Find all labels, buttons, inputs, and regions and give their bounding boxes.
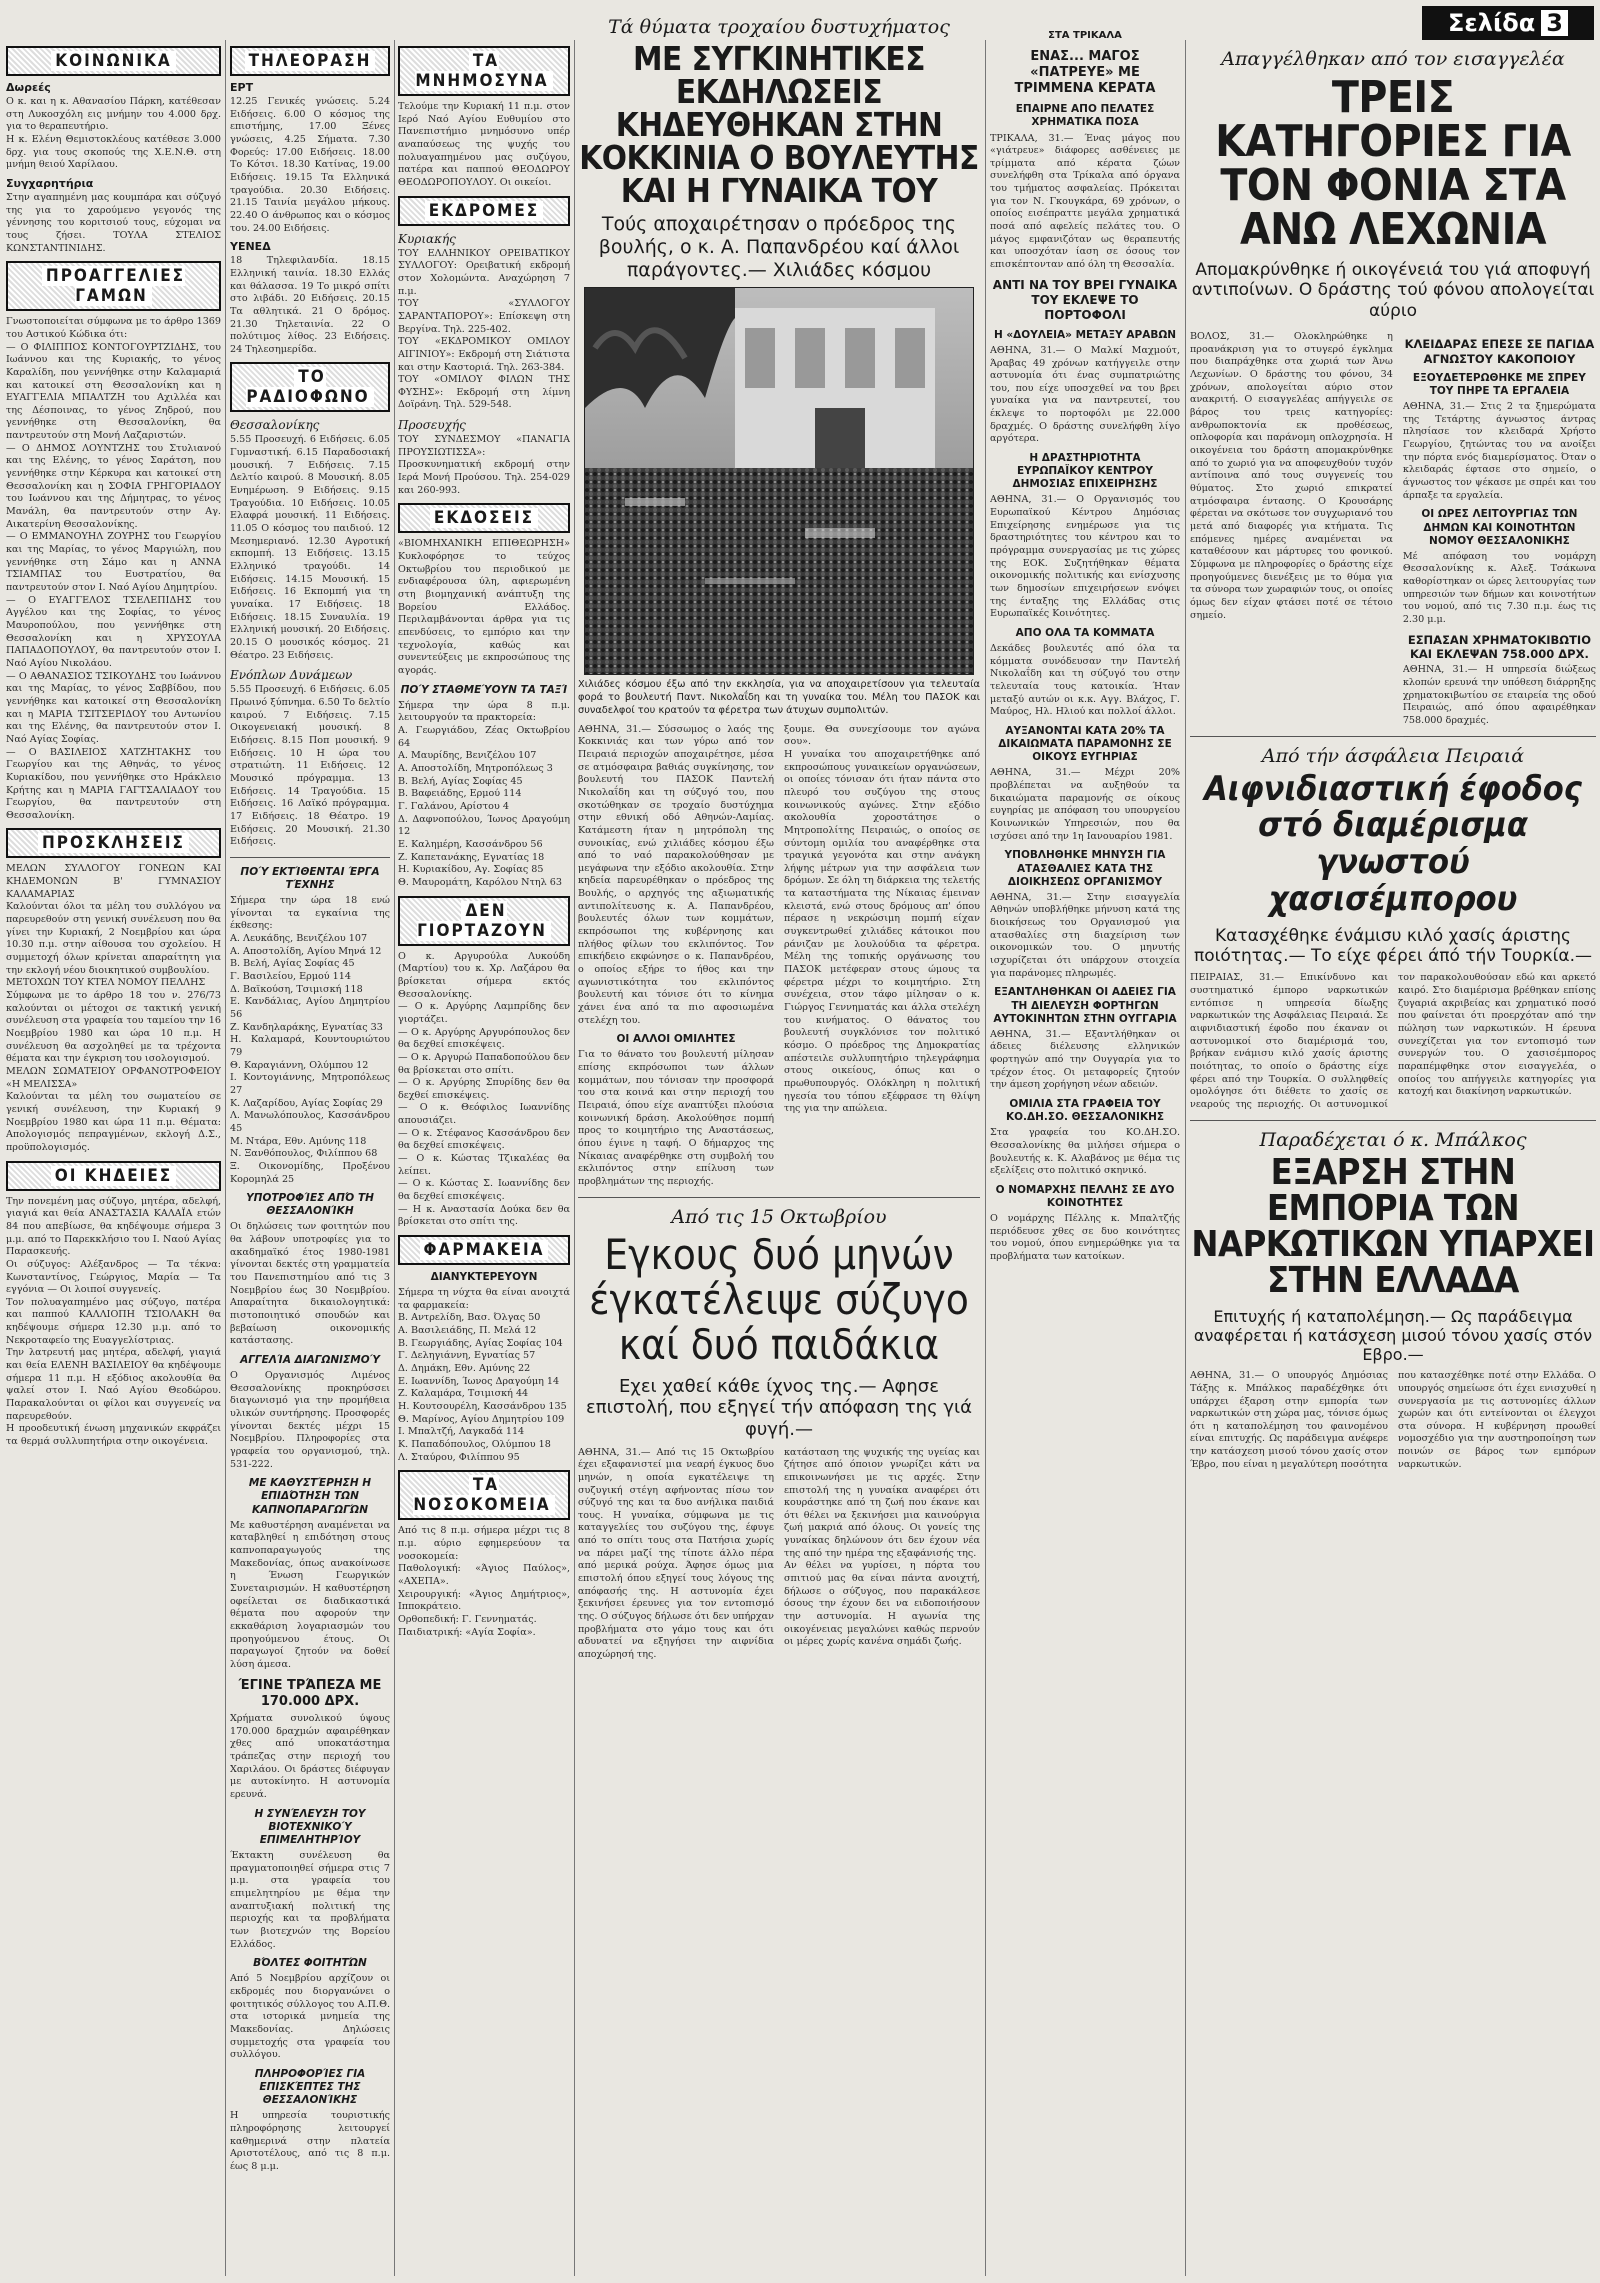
- subhead-donations: Δωρεές: [6, 81, 51, 94]
- article-murder: ΒΟΛΟΣ, 31.— Ολοκληρώθηκε η προανάκριση για το στυγερό έγκλημα που διαπράχθηκε στα χωριά των Άνω Λεχωνίων. Ο δράστης του φόνου, 34 χρόνων, απολογείται αύριο στον ανακριτή. Ο εισαγγελέας απήγγειλε σε βάρος του τρεις κατηγορίες: ανθρωποκτονία εκ προθέσεως, οπλοφορία και παράνομη οπλοχρησία. Η οικογένεια του δράστη απομακρύνθηκε από το χωριό για να αποφευχθούν τυχόν αντίποινα από τους συγγενείς του θύματος. Στο χωριό επικρατεί ατμόσφαιρα έντασης. Ο Κρουσάρης φέρεται να σκότωσε τον συγχωριανό του μετά από διαφορές για κτήματα. Τις επόμενες ημέρες αναμένεται να καταθέσουν και μάρτυρες του φονικού. Σύμφωνα με πληροφορίες ο δράστης είχε προηγούμενες διενέξεις με το θύμα για τα σύνορα των χωραφιών τους, οι οποίες όμως δεν είχαν φτάσει ποτέ σε τέτοιο σημείο.: [1190, 331, 1393, 621]
- headline-european-centre: Η ΔΡΑΣΤΗΡΙΟΤΗΤΑ ΕΥΡΩΠΑΪΚΟΥ ΚΕΝΤΡΟΥ ΔΗΜΟΣΙΑΣ ΕΠΙΧΕΙΡΗΣΗΣ: [1012, 452, 1158, 491]
- divider: [1190, 1120, 1596, 1121]
- section-header-social: ΚΟΙΝΩΝΙΚΑ: [6, 46, 221, 76]
- column-main-story: [578, 0, 980, 2283]
- section-header-not-celebrating: ΔΕΝ ΓΙΟΡΤΑΖΟΥΝ: [398, 896, 570, 946]
- schedule-ert: 12.25 Γενικές γνώσεις. 5.24 Ειδήσεις. 6.00 Ο κόσμος της επιστήμης, 17.00 Ξένες γνώσεις, 4.25 Σήματα. 7.30 Φορεύς: 17.00 Ειδήσεις. 18.00 Το Κότσι. 18.30 Κατίνας, 19.00 Ειδήσεις. 19.15 Τα Ελληνικά τραγούδια. 20.30 Ειδήσεις. 21.15 Ταινία μεγάλου μήκους. 22.40 Ο άνθρωπος και ο κόσμος του. 24.00 Ειδήσεις.: [230, 96, 390, 234]
- column-rule: [225, 40, 226, 2276]
- list-pharmacies: Σήμερα τη νύχτα θα είναι ανοιχτά τα φαρμακεία: Β. Αντρελίδη, Βασ. Όλγας 50 Α. Βασιλειάδης, Π. Μελά 12 Β. Γεωργιάδης, Αγίας Σοφίας 104 Γ. Δεληγιάννη, Εγνατίας 57 Δ. Δημάκη, Εθν. Αμύνης 22 Ε. Ιωαννίδη, Ίωνος Δραγούμη 14 Ζ. Καλαμάρα, Τσιμισκή 44 Η. Κουτσουρέλη, Κασσάνδρου 135 Θ. Μαρίνος, Αγίου Δημητρίου 109 Ι. Μπαλτζή, Λαγκαδά 114 Κ. Παπαδόπουλος, Ολύμπου 18 Λ. Σταύρου, Φιλίππου 95: [398, 1287, 570, 1463]
- article-invitations: ΜΕΛΩΝ ΣΥΛΛΟΓΟΥ ΓΟΝΕΩΝ ΚΑΙ ΚΗΔΕΜΟΝΩΝ Β' ΓΥΜΝΑΣΙΟΥ ΚΑΛΑΜΑΡΙΑΣ Καλούνται όλοι τα μέλη του συλλόγου να παρευρεθούν στη γενική συνέλευση που θα γίνει την Κυριακή, 2 Νοεμβρίου και ώρα 10.30 π.μ. στην αίθουσα του σχολείου. Η συμμετοχή όλων κρίνεται απαραίτητη για την εκλογή νέου διοικητικού συμβουλίου. ΜΕΤΟΧΩΝ ΤΟΥ ΚΤΕΛ ΝΟΜΟΥ ΠΕΛΛΗΣ Σύμφωνα με το άρθρο 18 του ν. 276/73 καλούνται οι μέτοχοι σε τακτική γενική συνέλευση στα γραφεία του ταμείου την 16 Νοεμβρίου 1980 και ώρα 10 π.μ. Η συνέλευση θα ασχοληθεί με τα τρέχοντα θέματα και την έγκριση του ισολογισμού. ΜΕΛΩΝ ΣΩΜΑΤΕΙΟΥ ΟΡΦΑΝΟΤΡΟΦΕΙΟΥ «Η ΜΕΛΙΣΣΑ» Καλούνται τα μέλη του σωματείου σε γενική συνέλευση, την Κυριακή 9 Νοεμβρίου 1980 και ώρα 11 π.μ. Θέματα: Απολογισμός πεπραγμένων, εκλογή Δ.Σ., προϋπολογισμός.: [6, 863, 221, 1153]
- article-european-centre: ΑΘΗΝΑ, 31.— Ο Οργανισμός του Ευρωπαϊκού Κέντρου Δημόσιας Επιχείρησης ενημέρωσε για τις δραστηριότητες του κέντρου και το πρόγραμμα συνεργασίας με τις χώρες της ΕΟΚ. Συζητήθηκαν θέματα οικονομικής πολιτικής και ενίσχυσης των δημοσίων επιχειρήσεων ενόψει της ένταξης της Ελλάδας στις Ευρωπαϊκές Κοινότητες.: [990, 494, 1180, 620]
- article-congrats: Στην αγαπημένη μας κουμπάρα και σύζυγό της για το χαρούμενο γεγονός της γέννησης του κοριτσιού τους, εύχομαι να τους ζήσει. ΤΟΥΛΑ ΣΤΕΛΙΟΣ ΚΩΝΣΤΑΝΤΙΝΙΔΗΣ.: [6, 191, 221, 254]
- subhead-wallet: Η «ΔΟΥΛΕΙΑ» ΜΕΤΑΞΥ ΑΡΑΒΩΝ: [993, 328, 1177, 341]
- subhead-overnight: ΔΙΑΝΥΚΤΕΡΕΥΟΥΝ: [430, 1271, 538, 1284]
- headline-trucks-hungary: ΕΞΑΝΤΛΗΘΗΚΑΝ ΟΙ ΑΔΕΙΕΣ ΓΙΑ ΤΗ ΔΙΕΛΕΥΣΗ ΦΟΡΤΗΓΩΝ ΑΥΤΟΚΙΝΗΤΩΝ ΣΤΗΝ ΟΥΓΓΑΡΙΑ: [993, 986, 1177, 1025]
- deck-funeral: Τούς αποχαιρέτησαν ο πρόεδρος της βουλής, ο κ. Α. Παπανδρέου καί άλλοι παράγοντες.— Χιλιάδες κόσμου: [598, 213, 960, 281]
- column-rule: [574, 40, 575, 2276]
- column-social: [6, 40, 221, 2280]
- subhead-ert: ΕΡΤ: [230, 81, 254, 94]
- section-header-tv: ΤΗΛΕΟΡΑΣΗ: [230, 46, 390, 76]
- section-header-memorials: ΤΑ ΜΝΗΜΟΣΥΝΑ: [398, 46, 570, 96]
- subhead-scholarships: ΥΠΟΤΡΟΦΊΕΣ ΑΠΌ ΤΗ ΘΕΣΣΑΛΟΝΊΚΗ: [246, 1192, 374, 1218]
- article-sunday-trips: ΤΟΥ ΕΛΛΗΝΙΚΟΥ ΟΡΕΙΒΑΤΙΚΟΥ ΣΥΛΛΟΓΟΥ: Ορειβατική εκδρομή στον Χολομώντα. Αναχώρηση 7 π.μ. ΤΟΥ «ΣΥΛΛΟΓΟΥ ΣΑΡΑΝΤΑΠΟΡΟΥ»: Επίσκεψη στη Βεργίνα. Τηλ. 225-402. ΤΟΥ «ΕΚΔΡΟΜΙΚΟΥ ΟΜΙΛΟΥ ΑΙΓΙΝΙΟΥ»: Εκδρομή στη Σιάτιστα και στην Καστοριά. Τηλ. 263-384. ΤΟΥ «ΟΜΙΛΟΥ ΦΙΛΩΝ ΤΗΣ ΦΥΣΗΣ»: Εκδρομή στη λίμνη Δοϊράνη. Τηλ. 529-548.: [398, 247, 570, 411]
- subhead-exhibitions: ΠΟΎ ΕΚΤΊΘΕΝΤΑΙ ΈΡΓΑ ΤΈΧΝΗΣ: [240, 865, 380, 891]
- article-wallet: ΑΘΗΝΑ, 31.— Ο Μαλκί Μαχμούτ, Άραβας 49 χρόνων κατήγγειλε στην αστυνομία ότι ένας συμπατριώτης του, που είχε υποσχεθεί να του βρει γυναίκα για να παντρευτεί, του έκλεψε το πορτοφόλι με 22.000 δραχμές. Ο δράστης συνελήφθη λίγο αργότερα.: [990, 344, 1180, 445]
- subhead-tender: ΑΓΓΕΛΊΑ ΔΙΑΓΩΝΙΣΜΟΎ: [240, 1353, 380, 1366]
- subhead-visitors: ΠΛΗΡΟΦΟΡΊΕΣ ΓΙΑ ΕΠΙΣΚΈΠΤΕΣ ΤΗΣ ΘΕΣΣΑΛΟΝΊΚΗΣ: [254, 2068, 366, 2107]
- article-hospitals: Από τις 8 π.μ. σήμερα μέχρι τις 8 π.μ. αύριο εφημερεύουν τα νοσοκομεία: Παθολογική: «Άγιος Παύλος», «ΑΧΕΠΑ». Χειρουργική: «Άγιος Δημήτριος», Ιπποκράτειο. Ορθοπεδική: Γ. Γεννηματάς. Παιδιατρική: «Αγία Σοφία».: [398, 1525, 570, 1638]
- article-funerals: Την πονεμένη μας σύζυγο, μητέρα, αδελφή, γιαγιά και θεία ΑΝΑΣΤΑΣΙΑ ΚΑΛΑΪΑ ετών 84 που απεβίωσε, θα κηδέψουμε σήμερα 3 μ.μ. από το Παρεκκλήσιο του Ι. Ναού Αγίας Παρασκευής. Οι σύζυγος: Αλέξανδρος — Τα τέκνα: Κωνσταντίνος, Γεώργιος, Μαρία — Τα εγγόνια — Οι λοιποί συγγενείς. Τον πολυαγαπημένο μας σύζυγο, πατέρα και παππού ΚΑΛΛΙΟΠΗ ΤΣΙΟΛΑΚΗ θα κηδέψουμε σήμερα 12.30 μ.μ. από το Νεκροταφείο της Ευαγγελίστριας. Την λατρευτή μας μητέρα, αδελφή, γιαγιά και θεία ΕΛΕΝΗ ΒΑΣΙΛΕΙΟΥ θα κηδέψουμε σήμερα 11 π.μ. Η εξόδιος ακολουθία θα ψαλεί στον Ι. Ναό Αγίου Θεοδώρου. Παρακαλούνται οι φίλοι και συγγενείς να παρευρεθούν. Η προοδευτική ένωση μηχανικών εκφράζει τα θερμά συλλυπητήρια στην οικογένεια.: [6, 1195, 221, 1448]
- subhead-yened: ΥΕΝΕΔ: [230, 240, 271, 254]
- section-header-funerals: ΟΙ ΚΗΔΕΙΕΣ: [6, 1161, 221, 1191]
- deck-missing-woman: Εχει χαθεί κάθε ίχνος της.— Αφησε επιστολή, που εξηγεί τήν απόφαση της γιά φυγή.—: [586, 1375, 972, 1440]
- article-magician: ΤΡΙΚΑΛΑ, 31.— Ένας μάγος που «γιάτρευε» διάφορες ασθένειες με τρίμματα από κέρατα ζώων συνελήφθη στα Τρίκαλα από όργανα του τμήματος ασφαλείας. Πρόκειται για τον Ν. Γκουγκάρα, 69 χρόνων, ο οποίος εισέπραττε μεγάλα χρηματικά ποσά από αφελείς πελάτες του. Ο μάγος εμφανιζόταν ως θεραπευτής και υποσχόταν ίαση σε όσους τον επισκέπτονταν από όλη τη Θεσσαλία.: [990, 132, 1180, 271]
- page-label: Σελίδα: [1448, 9, 1536, 37]
- kicker-missing-woman: Από τις 15 Οκτωβρίου: [671, 1205, 887, 1228]
- headline-magician: ΕΝΑΣ... ΜΑΓΟΣ «ΠΑΤΡΕΥΕ» ΜΕ ΤΡΙΜΜΕΝΑ ΚΕΡΑΤΑ: [1014, 48, 1156, 96]
- article-all-parties: Δεκάδες βουλευτές από όλα τα κόμματα συνόδευσαν την Παντελή Νικολαΐδη και τη σύζυγό του στην τελευταία τους κατοικία. Ήταν μεταξύ αυτών οι κ.κ. Αγγ. Βλάχος, Γ. Μαύρος, Ηλ. Ηλιού και πολλοί άλλοι.: [990, 643, 1180, 718]
- section-header-excursions: ΕΚΔΡΟΜΕΣ: [398, 196, 570, 226]
- section-header-pharmacies: ΦΑΡΜΑΚΕΙΑ: [398, 1235, 570, 1265]
- article-office-hours: Μέ απόφαση του νομάρχη Θεσσαλονίκης κ. Αλεξ. Τσάκωνα καθορίστηκαν οι ώρες λειτουργίας των υπηρεσιών των δήμων και κοινοτήτων του νομού, από τις 7.30 π.μ. έως τις 2.30 μ.μ.: [1402, 550, 1596, 626]
- subhead-magician: ΕΠΑΙΡΝΕ ΑΠΟ ΠΕΛΑΤΕΣ ΧΡΗΜΑΤΙΚΑ ΠΟΣΑ: [1015, 103, 1155, 129]
- article-memorials: Τελούμε την Κυριακή 11 π.μ. στον Ιερό Ναό Αγίου Ευθυμίου στο Πανεπιστήμιο μνημόσυνο υπέρ αναπαύσεως της ψυχής του πολυαγαπημένου μας συζύγου, πατέρα και παππού ΘΕΟΔΩΡΟΥ ΘΕΟΔΩΡΟΠΟΥΛΟΥ. Οι οικείοι.: [398, 101, 570, 188]
- subhead-assembly: Η ΣΥΝΈΛΕΥΣΗ ΤΟΥ ΒΙΟΤΕΧΝΙΚΟΎ ΕΠΙΜΕΛΗΤΗΡΊΟΥ: [254, 1807, 366, 1846]
- deck-hashish: Κατασχέθηκε ένάμισυ κιλό χασίς άριστης ποιότητας.— Το είχε φέρει άπό τήν Τουρκία.—: [1193, 925, 1593, 967]
- article-lawsuit: ΑΘΗΝΑ, 31.— Στην εισαγγελία Αθηνών υποβλήθηκε μήνυση κατά της διοικήσεως του Οργανισμού για ατασθαλίες στη διαχείριση των οικονομικών του. Ο μηνυτής ισχυρίζεται ότι υπάρχουν στοιχεία για παράνομες πληρωμές.: [990, 891, 1180, 979]
- subhead-sunday: Κυριακής: [398, 231, 456, 246]
- article-tender: Ο Οργανισμός Λιμένος Θεσσαλονίκης προκηρύσσει διαγωνισμό για την προμήθεια υλικών συντήρησης. Προσφορές γίνονται δεκτές μέχρι 15 Νοεμβρίου. Πληροφορίες στα γραφεία του οργανισμού, τηλ. 531-222.: [230, 1370, 390, 1470]
- article-locksmith: ΑΘΗΝΑ, 31.— Στις 2 τα ξημερώματα της Τετάρτης άγνωστος άντρας πλησίασε τον κλειδαρά Χρήστο Γεωργίου, ζητώντας του να ανοίξει την πόρτα ενός διαμερίσματος. Όταν ο κλειδαράς έφτασε στο σημείο, ο άγνωστος τον ψέκασε με σπρέι και του άρπαξε τα εργαλεία.: [1402, 401, 1596, 501]
- subhead-trips: ΒΌΛΤΕΣ ΦΟΙΤΗΤΏΝ: [253, 1957, 367, 1970]
- headline-pella-prefect: Ο ΝΟΜΑΡΧΗΣ ΠΕΛΛΗΣ ΣΕ ΔΥΟ ΚΟΙΝΟΤΗΤΕΣ: [995, 1183, 1175, 1210]
- article-missing-body-1: ΑΘΗΝΑ, 31.— Από τις 15 Οκτωβρίου έχει εξαφανιστεί μια νεαρή έγκυος δυο μηνών, η οποία εγκατέλειψε τη συζυγική στέγη αφήνοντας πίσω τον σύζυγό της και τα δυο ανήλικα παιδιά τους. Η γυναίκα, σύμφωνα με τις καταγγελίες του συζύγου της, έφυγε από το σπίτι τους στα Πατήσια χωρίς να πάρει μαζί της τίποτε άλλο πέρα από μερικά ρούχα. Άφησε όμως μια επιστολή όπου εξηγεί τους λόγους της απόφασής της. Η αστυνομία έχει ξεκινήσει έρευνες για τον εντοπισμό της. Ο σύζυγος δήλωσε ότι δεν υπήρχαν προβλήματα στο γάμο τους και ότι αδυνατεί να εξηγήσει την αιφνίδια αποχώρησή της.: [578, 1446, 774, 1661]
- page-number: 3: [1541, 10, 1568, 36]
- article-visitors: Η υπηρεσία τουριστικής πληροφόρησης λειτουργεί καθημερινά στην πλατεία Αριστοτέλους, από τις 8 π.μ. έως 8 μ.μ.: [230, 2110, 390, 2173]
- headline-funeral: ΜΕ ΣΥΓΚΙΝΗΤΙΚΕΣ ΕΚΔΗΛΩΣΕΙΣ ΚΗΔΕΥΘΗΚΑΝ ΣΤΗΝ ΚΟΚΚΙΝΙΑ Ο ΒΟΥΛΕΥΤΗΣ ΚΑΙ Η ΓΥΝΑΙΚΑ ΤΟΥ: [579, 39, 979, 210]
- headline-kodiso-speech: ΟΜΙΛΙΑ ΣΤΑ ΓΡΑΦΕΙΑ ΤΟΥ ΚΟ.ΔΗ.ΣΟ. ΘΕΣΣΑΛΟΝΙΚΗΣ: [1005, 1098, 1165, 1124]
- section-header-weddings: ΠΡΟΑΓΓΕΛΙΕΣ ΓΑΜΩΝ: [6, 261, 221, 311]
- article-scholarships: Οι δηλώσεις των φοιτητών που θα λάβουν υποτροφίες για το ακαδημαϊκό έτος 1980-1981 γίνονται δεκτές στη γραμματεία του Πανεπιστημίου από τις 3 Νοεμβρίου έως 30 Νοεμβρίου. Απαραίτητα δικαιολογητικά: πιστοποιητικό σπουδών και βεβαίωση οικονομικής κατάστασης.: [230, 1221, 390, 1347]
- article-tobacco: Με καθυστέρηση αναμένεται να καταβληθεί η επιδότηση στους καπνοπαραγωγούς της Μακεδονίας, όπως ανακοίνωσε η Ένωση Γεωργικών Συνεταιρισμών. Η καθυστέρηση οφείλεται σε διαδικαστικά θέματα που αφορούν την εκκαθάριση λογαριασμών του προηγούμενου έτους. Οι παραγωγοί ζητούν να δοθεί λύση άμεσα.: [230, 1519, 390, 1670]
- photo-funeral-crowd: [584, 287, 974, 675]
- headline-lawsuit: ΥΠΟΒΛΗΘΗΚΕ ΜΗΝΥΣΗ ΓΙΑ ΑΤΑΣΘΑΛΙΕΣ ΚΑΤΑ ΤΗΣ ΔΙΟΙΚΗΣΕΩΣ ΟΡΓΑΝΙΣΜΟΥ: [1004, 849, 1166, 888]
- article-publications: «ΒΙΟΜΗΧΑΝΙΚΗ ΕΠΙΘΕΩΡΗΣΗ» Κυκλοφόρησε το τεύχος Οκτωβρίου του περιοδικού με ενδιαφέρουσα ύλη, αφιερωμένη στη βιομηχανική ανάπτυξη της Βορείου Ελλάδος. Περιλαμβάνονται άρθρα για τις επενδύσεις, το εμπόριο και την τεχνολογία, καθώς και συνεντεύξεις με εκπροσώπους της αγοράς.: [398, 538, 570, 676]
- kicker-trikala: ΣΤΑ ΤΡΙΚΑΛΑ: [1048, 30, 1122, 41]
- column-rule: [394, 40, 395, 2276]
- subhead-pilgrimage: Προσευχής: [398, 418, 466, 433]
- article-weddings: Γνωστοποιείται σύμφωνα με το άρθρο 1369 του Αστικού Κώδικα ότι: — Ο ΦΙΛΙΠΠΟΣ ΚΟΝΤΟΓΟΥΡΤΖΙΔΗΣ, του Ιωάννου και της Κυριακής, το γένος Καραλίδη, που γεννήθηκε στην Καλαμαριά και κατοικεί στη Θεσσαλονίκη και η ΕΥΑΓΓΕΛΙΑ ΜΠΑΛΤΖΗ του Αχιλλέα και της Δέσποινας, το γένος Ζηδρού, που γεννήθηκε στη Θεσσαλονίκη, θα παντρευτούν στη Μονή Λαζαριστών. — Ο ΔΗΜΟΣ ΛΟΥΝΤΖΗΣ του Στυλιανού και της Ελένης, το γένος Σαράτση, που γεννήθηκε στην Κέρκυρα και κατοικεί στη Θεσσαλονίκη και η ΣΟΦΙΑ ΓΡΗΓΟΡΙΑΔΟΥ του Ιωάννου και της Δήμητρας, το γένος Μανάλη, θα παντρευτούν στην Αγ. Αικατερίνη Θεσσαλονίκης. — Ο ΕΜΜΑΝΟΥΗΛ ΖΟΥΡΗΣ του Γεωργίου και της Μαρίας, το γένος Μαργιώλη, που γεννήθηκε στη Σάμο και η ΑΝΝΑ ΤΣΙΑΜΠΑΣ του Ευστρατίου, θα παντρευτούν στον Ι. Ναό Αγίου Δημητρίου. — Ο ΕΥΑΓΓΕΛΟΣ ΤΣΕΛΕΠΙΔΗΣ του Αγγέλου και της Σοφίας, το γένος Μαυροπούλου, που γεννήθηκε στη Θεσσαλονίκη και η ΧΡΥΣΟΥΛΑ ΠΑΠΑΔΟΠΟΥΛΟΥ, θα παντρευτούν στον Ι. Ναό Αγίου Νικολάου. — Ο ΑΘΑΝΑΣΙΟΣ ΤΣΙΚΟΥΔΗΣ του Ιωάννου και της Μαρίας, το γένος Σαββίδου, που γεννήθηκε και κατοικεί στη Θεσσαλονίκη και η ΜΑΡΙΑ ΤΣΙΤΣΕΡΙΔΟΥ του Αντωνίου και της Ελένης, θα παντρευτούν στον Ι. Ναό Αγίας Σοφίας. — Ο ΒΑΣΙΛΕΙΟΣ ΧΑΤΖΗΤΑΚΗΣ του Γεωργίου και της Αθηνάς, το γένος Κυριακίδου, που γεννήθηκε στο Ηράκλειο Κρήτης και η ΜΑΡΙΑ ΓΑΓΤΣΑΛΙΑΔΟΥ του Γεωργίου, θα παντρευτούν στη Θεσσαλονίκη.: [6, 316, 221, 821]
- deck-murder: Απομακρύνθηκε ή οικογένειά του γιά αποφυγή αντιποίνων. Ο δράστης τού φόνου απολογείται αύριο: [1191, 260, 1595, 321]
- article-trips: Από 5 Νοεμβρίου αρχίζουν οι εκδρομές που διοργανώνει ο φοιτητικός σύλλογος του Α.Π.Θ. στα ιστορικά μνημεία της Μακεδονίας. Δηλώσεις συμμετοχής στα γραφεία του συλλόγου.: [230, 1973, 390, 2061]
- article-pilgrimage: ΤΟΥ ΣΥΝΔΕΣΜΟΥ «ΠΑΝΑΓΙΑ ΠΡΟΥΣΙΩΤΙΣΣΑ»: Προσκυνηματική εκδρομή στην Ιερά Μονή Προύσου. Τηλ. 254-029 και 260-993.: [398, 434, 570, 496]
- article-elderly-homes: ΑΘΗΝΑ, 31.— Μέχρι 20% προβλέπεται να αυξηθούν τα δικαιώματα παραμονής σε οίκους ευγηρίας με απόφαση του υπουργείου Κοινωνικών Υπηρεσιών, που θα ισχύσει από την 1η Ιανουαρίου 1981.: [990, 767, 1180, 842]
- headline-drugs: ΕΞΑΡΣΗ ΣΤΗΝ ΕΜΠΟΡΙΑ ΤΩΝ ΝΑΡΚΩΤΙΚΩΝ ΥΠΑΡΧΕΙ ΣΤΗΝ ΕΛΛΑΔΑ: [1191, 1151, 1595, 1301]
- subhead-thessaloniki: Θεσσαλονίκης: [230, 418, 320, 433]
- article-missing-body-2: κατάσταση της ψυχικής της υγείας και ζήτησε από όποιον γνωρίζει κάτι να επικοινωνήσει με τις αρχές. Στην επιστολή της η γυναίκα αναφέρει ότι κουράστηκε από τη ζωή που έκανε και ότι θέλει να ξεκινήσει μια καινούργια ζωή μακριά από όλους. Οι γονείς της γυναίκας δηλώνουν ότι δεν έχουν νέα της από την ημέρα της εξαφάνισής της. Αν θέλει να γυρίσει, η πόρτα του σπιτιού μας θα είναι πάντα ανοιχτή, δήλωσε ο σύζυγος, που παρακάλεσε όσους την έχουν δει να ειδοποιήσουν την αστυνομία. Η αγωνία της οικογένειας μεγαλώνει καθώς περνούν οι μέρες χωρίς κανένα σημάδι ζωής.: [784, 1446, 980, 1648]
- kicker-balkos: Παραδέχεται ό κ. Μπάλκος: [1259, 1128, 1527, 1151]
- kicker-funeral: Τά θύματα τροχαίου δυστυχήματος: [608, 16, 950, 38]
- schedule-thessaloniki: 5.55 Προσευχή. 6 Ειδήσεις. 6.05 Γυμναστική. 6.15 Παραδοσιακή μουσική. 7 Ειδήσεις. 7.15 Δελτίο καιρού. 8 Μουσική. 8.05 Ενημέρωση. 9 Ειδήσεις. 9.15 Τραγούδια. 10 Ειδήσεις. 10.05 Ελαφρά μουσική. 11 Ειδήσεις. 11.05 Ο κόσμος του παιδιού. 12 Μεσημεριανό. 12.30 Αγροτική εκπομπή. 13 Ειδήσεις. 13.15 Ελληνικό τραγούδι. 14 Ειδήσεις. 14.15 Μουσική. 15 Ειδήσεις. 16 Εκπομπή για τη γυναίκα. 17 Ειδήσεις. 18 Ειδήσεις. 18.15 Συναυλία. 19 Ελληνική μουσική. 20 Ειδήσεις. 20.15 Ο μουσικός κόσμος. 21 Θέατρο. 23 Ειδήσεις.: [230, 434, 390, 661]
- subhead-stations: ΠΟΎ ΣΤΑΘΜΕΎΟΥΝ ΤΑ ΤΑΞΊ: [400, 683, 568, 696]
- article-drugs: ΑΘΗΝΑ, 31.— Ο υπουργός Δημόσιας Τάξης κ. Μπάλκος παραδέχθηκε ότι υπάρχει έξαρση στην εμπορία των ναρκωτικών στη χώρα μας, τόνισε όμως ότι η καταπολέμηση του φαινομένου είναι επιτυχής. Ως παράδειγμα ανέφερε την κατάσχεση μισού τόνου χασίς στον Έβρο, που είναι η μεγαλύτερη ποσότητα που κατασχέθηκε ποτέ στην Ελλάδα. Ο υπουργός σημείωσε ότι έχει ενισχυθεί η συνεργασία με τις αστυνομίες άλλων χωρών και ότι εντείνονται οι έλεγχοι στα σύνορα. Η κυβέρνηση προωθεί νομοσχέδιο για την αυστηροποίηση των ποινών σε βάρος των εμπόρων ναρκωτικών.: [1190, 1370, 1596, 1470]
- section-header-hospitals: ΤΑ ΝΟΣΟΚΟΜΕΙΑ: [398, 1470, 570, 1520]
- article-funeral-body-2: Για το θάνατο του βουλευτή μίλησαν επίσης εκπρόσωποι των άλλων κομμάτων, που τόνισαν την προσφορά του στα κοινά και στην περιοχή του Πειραιά, όπου είχε αναπτύξει πλούσια κοινωνική δράση. Ακολούθησε πομπή προς το κοιμητήριο της Αναστάσεως, όπου έγινε η ταφή. Ο δήμαρχος της Νίκαιας αναφέρθηκε στη συμβολή του εκλιπόντος στην επίλυση των προβλημάτων της περιοχής.: [578, 1049, 774, 1188]
- article-bank: Χρήματα συνολικού ύψους 170.000 δραχμών αφαιρέθηκαν χθες από υποκατάστημα τράπεζας στην περιοχή του Χαριλάου. Οι δράστες διέφυγαν με αυτοκίνητο. Η αστυνομία ερευνά.: [230, 1713, 390, 1801]
- article-kodiso-speech: Στα γραφεία του ΚΟ.ΔΗ.ΣΟ. Θεσσαλονίκης θα μιλήσει σήμερα ο βουλευτής κ. Κ. Αλαβάνος με θέμα τις εξελίξεις στο πολιτικό σκηνικό.: [990, 1127, 1180, 1177]
- headline-safe: ΕΣΠΑΣΑΝ ΧΡΗΜΑΤΟΚΙΒΩΤΙΟ ΚΑΙ ΕΚΛΕΨΑΝ 758.000 ΔΡΧ.: [1407, 632, 1591, 662]
- divider: [230, 857, 390, 858]
- article-safe: ΑΘΗΝΑ, 31.— Η υπηρεσία διώξεως κλοπών ερευνά την υπόθεση διάρρηξης χρηματοκιβωτίου σε εταιρεία της οδού Πειραιώς, από όπου αφαιρέθηκαν 758.000 δραχμές.: [1402, 664, 1596, 727]
- list-stations: Σήμερα την ώρα 8 π.μ. λειτουργούν τα πρακτορεία: Α. Γεωργιάδου, Ζέας Οκτωβρίου 64 Α. Μαυρίδης, Βενιζέλου 107 Α. Αποστολίδη, Μητροπόλεως 3 Β. Βελή, Αγίας Σοφίας 45 Β. Βαφειάδης, Ερμού 114 Γ. Γαλάνου, Αρίστου 4 Δ. Δαφνοπούλου, Ίωνος Δραγούμη 12 Ε. Καλημέρη, Κασσάνδρου 56 Ζ. Καπετανάκης, Εγνατίας 18 Η. Κυριακίδου, Αγ. Σοφίας 85 Θ. Μαυρομάτη, Καρόλου Ντηλ 63: [398, 699, 570, 888]
- section-header-invitations: ΠΡΟΣΚΛΗΣΕΙΣ: [6, 828, 221, 858]
- column-broadcast: [230, 40, 390, 2280]
- headline-locksmith: ΚΛΕΙΔΑΡΑΣ ΕΠΕΣΕ ΣΕ ΠΑΓΙΔΑ ΑΓΝΩΣΤΟΥ ΚΑΚΟΠΟΙΟΥ: [1404, 337, 1595, 366]
- column-rule: [985, 40, 986, 2276]
- kicker-piraeus: Από τήν άσφάλεια Πειραιά: [1261, 744, 1525, 767]
- headline-wallet: ΑΝΤΙ ΝΑ ΤΟΥ ΒΡΕΙ ΓΥΝΑΙΚΑ ΤΟΥ ΕΚΛΕΨΕ ΤΟ ΠΟΡΤΟΦΟΛΙ: [992, 277, 1178, 322]
- caption-funeral-photo: Χιλιάδες κόσμου έξω από την εκκλησία, για να αποχαιρετίσουν για τελευταία φορά το βουλευτή Παντ. Νικολαΐδη και τη γυναίκα του. Μέλη του ΠΑΣΟΚ και συναδελφοί του κρατούν τα φέρετρα των άτυχων συμπολιτών.: [578, 679, 980, 716]
- subhead-bank: ΈΓΙΝΕ ΤΡΆΠΕΖΑ ΜΕ 170.000 ΔΡΧ.: [238, 1677, 382, 1709]
- schedule-armed-forces: 5.55 Προσευχή. 6 Ειδήσεις. 6.05 Πρωινό ξύπνημα. 6.50 Το δελτίο καιρού. 7 Ειδήσεις. 7.15 Οικογενειακή μουσική. 8 Ειδήσεις. 8.15 Ποπ μουσική. 9 Ειδήσεις. 10 Η ώρα του στρατιώτη. 11 Ειδήσεις. 12 Μουσικό πρόγραμμα. 13 Ειδήσεις. 14 Τραγούδια. 15 Ειδήσεις. 16 Λαϊκό πρόγραμμα. 17 Ειδήσεις. 18 Θέατρο. 19 Ειδήσεις. 20 Μουσική. 21.30 Ειδήσεις.: [230, 684, 390, 848]
- article-hashish: ΠΕΙΡΑΙΑΣ, 31.— Επικίνδυνο και συστηματικό έμπορο ναρκωτικών εντόπισε η υπηρεσία δίωξης ναρκωτικών της Ασφάλειας Πειραιά. Σε αιφνιδιαστική έφοδο που έκαναν οι αστυνομικοί στο διαμέρισμά του, βρήκαν ενάμισυ κιλό χασίς άριστης ποιότητας, το οποίο ο δράστης είχε φέρει από την Τουρκία. Ο συλληφθείς ομολόγησε ότι διέθετε το χασίς σε νεαρούς της περιοχής. Οι αστυνομικοί τον παρακολουθούσαν εδώ και αρκετό καιρό. Στο διαμέρισμα βρέθηκαν επίσης ζυγαριά ακριβείας και χρηματικό ποσό που φαίνεται ότι προερχόταν από την πώληση των ναρκωτικών. Η έρευνα συνεχίζεται για τον εντοπισμό των συνεργών του. Ο χασισέμπορος παραπέμφθηκε στον εισαγγελέα, ο οποίος του απήγγειλε κατηγορίες για κατοχή και διακίνηση ναρκωτικών.: [1190, 972, 1596, 1110]
- schedule-yened: 18 Τηλεφιλανδία. 18.15 Ελληνική ταινία. 18.30 Ελλάς και θάλασσα. 19 Το μικρό σπίτι στο λιβάδι. 20 Ειδήσεις. 20.15 Τα αθλητικά. 21 Ο δρόμος. 21.30 Τηλεταινία. 22 Ο πολύτιμος λίθος. 23 Ειδήσεις. 24 Τηλεσημερίδα.: [230, 255, 390, 355]
- article-funeral-body-3: ξουμε. Θα συνεχίσουμε τον αγώνα σου». Η γυναίκα του αποχαιρετήθηκε από εκπροσώπους γυναικείων οργανώσεων, οι οποίες τόνισαν ότι ήταν πάντα στο πλευρό του συζύγου της στους κοινωνικούς αγώνες. Στην εξόδιο ακολουθία χοροστάτησε ο Μητροπολίτης Πειραιώς, ο οποίος σε σύντομη ομιλία του αναφέρθηκε στα τραγικά γεγονότα και στην ανάγκη λήψης μέτρων για την ασφάλεια των δρόμων. Σε όλη τη διάρκεια της τελετής τα καταστήματα της Νίκαιας έμειναν κλειστά, ενώ στους δρόμους απ' όπου πέρασε η νεκρώσιμη πομπή είχαν συγκεντρωθεί χιλιάδες κάτοικοι που ράνιζαν με λουλούδια τα φέρετρα. Μέλη της τοπικής οργάνωσης του ΠΑΣΟΚ μετέφεραν στους ώμους τα φέρετρα μέχρι το κοιμητήριο. Στη συνέχεια, στον τάφο μίλησαν ο κ. Γιώργος Γεννηματάς και άλλα στελέχη του κινήματος. Ο θάνατος του βουλευτή συγκλόνισε τον πολιτικό κόσμο. Ο πρόεδρος της Δημοκρατίας απέστειλε συλλυπητήριο τηλεγράφημα στους οικείους, όπως και ο πρωθυπουργός. Ολόκληρη η πολιτική ηγεσία του τόπου εξέφρασε τη θλίψη της για την απώλεια.: [784, 723, 980, 1115]
- article-pella-prefect: Ο νομάρχης Πέλλης κ. Μπαλτζής περιόδευσε χθες σε δυο κοινότητες του νομού, όπου ενημερώθηκε για τα προβλήματα των κατοίκων.: [990, 1213, 1180, 1263]
- headline-elderly-homes: ΑΥΞΑΝΟΝΤΑΙ ΚΑΤΑ 20% ΤΑ ΔΙΚΑΙΩΜΑΤΑ ΠΑΡΑΜΟΝΗΣ ΣΕ ΟΙΚΟΥΣ ΕΥΓΗΡΙΑΣ: [998, 725, 1172, 764]
- headline-missing-woman: Εγκους δυό μηνών έγκατέλειψε σύζυγο καί δυό παιδάκια: [589, 1229, 969, 1370]
- headline-office-hours: ΟΙ ΩΡΕΣ ΛΕΙΤΟΥΡΓΙΑΣ ΤΩΝ ΔΗΜΩΝ ΚΑΙ ΚΟΙΝΟΤΗΤΩΝ ΝΟΜΟΥ ΘΕΣΣΑΛΟΝΙΚΗΣ: [1421, 508, 1578, 547]
- article-not-celebrating: Ο κ. Αργυρούλα Λυκούδη (Μαρτίου) του κ. Χρ. Λαζάρου θα βρίσκεται σήμερα εκτός Θεσσαλονίκης. — Ο κ. Αργύρης Λαμπρίδης δεν γιορτάζει. — Ο κ. Αργύρης Αργυρόπουλος δεν θα δεχθεί επισκέψεις. — Ο κ. Αργυρώ Παπαδοπούλου δεν θα βρίσκεται στο σπίτι. — Ο κ. Αργύρης Σπυρίδης δεν θα δεχθεί επισκέψεις. — Ο κ. Θεόφιλος Ιωαννίδης απουσιάζει. — Ο κ. Στέφανος Κασσάνδρου δεν θα δεχθεί επισκέψεις. — Ο κ. Κώστας Τζικαλέας θα λείπει. — Ο κ. Κώστας Σ. Ιωαννίδης δεν θα δεχθεί επισκέψεις. — Η κ. Αναστασία Δούκα δεν θα βρίσκεται στο σπίτι της.: [398, 950, 570, 1228]
- column-crime: [1190, 0, 1596, 2283]
- article-funeral-body-1: ΑΘΗΝΑ, 31.— Σύσσωμος ο λαός της Κοκκινιάς και των γύρω από τον Πειραιά περιοχών αποχαιρέτησε, μέσα σε ατμόσφαιρα βαθιάς συγκίνησης, τον βουλευτή του ΠΑΣΟΚ Παντελή Νικολαΐδη και τη σύζυγό του, που σκοτώθηκαν σε τροχαίο δυστύχημα στην εθνική οδό Αθηνών-Λαμίας. Κατάμεστη ήταν η μητρόπολη της συνοικίας, ενώ χιλιάδες κόσμου έξω από το ναό παρακολούθησαν με μεγάφωνα την εξόδιο ακολουθία. Στην κηδεία παρευρέθηκαν ο πρόεδρος της Βουλής, ο αρχηγός της αξιωματικής αντιπολίτευσης κ. Α. Παπανδρέου, βουλευτές όλων των κομμάτων, εκπρόσωποι της κυβέρνησης και πλήθος φίλων του εκλιπόντος. Τον επικήδειο εκφώνησε ο κ. Παπανδρέου, ο οποίος εξήρε το ήθος και την αγωνιστικότητα του εκλιπόντος βουλευτή και τόνισε ότι το κίνημα χάνει ένα από τα πιο αφοσιωμένα στελέχη του.: [578, 723, 774, 1026]
- divider: [578, 1197, 980, 1198]
- subhead-congrats: Συγχαρητήρια: [6, 176, 94, 190]
- list-exhibitions: Σήμερα την ώρα 18 ενώ γίνονται τα εγκαίνια της έκθεσης: Α. Λευκάδης, Βενιζέλου 107 Α. Αποστολίδη, Αγίου Μηνά 12 Β. Βελή, Αγίας Σοφίας 45 Γ. Βασιλείου, Ερμού 114 Δ. Βαϊκούση, Τσιμισκή 118 Ε. Κανδάλιας, Αγίου Δημητρίου 56 Ζ. Κανδηλαράκης, Εγνατίας 33 Η. Καλαμαρά, Κουντουριώτου 79 Θ. Καραγιάννη, Ολύμπου 12 Ι. Κοντογιάννης, Μητροπόλεως 27 Κ. Λαζαρίδου, Αγίας Σοφίας 29 Λ. Μανωλόπουλος, Κασσάνδρου 45 Μ. Ντάρα, Εθν. Αμύνης 118 Ν. Ξανθόπουλος, Φιλίππου 68 Ξ. Οικονομίδης, Προξένου Κορομηλά 25: [230, 895, 390, 1185]
- headline-all-parties: ΑΠΟ ΟΛΑ ΤΑ ΚΟΜΜΑΤΑ: [1015, 627, 1155, 640]
- headline-murder: ΤΡΕΙΣ ΚΑΤΗΓΟΡΙΕΣ ΓΙΑ ΤΟΝ ΦΟΝΙΑ ΣΤΑ ΑΝΩ ΛΕΧΩΝΙΑ: [1215, 72, 1571, 255]
- article-donations: Ο κ. και η κ. Αθανασίου Πάρκη, κατέθεσαν στη Λυκοσχόλη εις μνήμην του 4.000 δρχ. για το θεραπευτήριο. Η κ. Ελένη Θεμιστοκλέους κατέθεσε 3.000 δρχ. για τους σκοπούς της Χ.Ε.Ν.Θ. στη μνήμη θειού Χαρίλαου.: [6, 96, 221, 171]
- kicker-prosecutor: Απαγγέλθηκαν από τον εισαγγελέα: [1221, 48, 1565, 70]
- section-header-radio: ΤΟ ΡΑΔΙΟΦΩΝΟ: [230, 362, 390, 412]
- article-trucks-hungary: ΑΘΗΝΑ, 31.— Εξαντλήθηκαν οι άδειες διέλευσης ελληνικών φορτηγών από την Ουγγαρία για το τρέχον έτος. Οι μεταφορείς ζητούν την άμεση χορήγηση νέων αδειών.: [990, 1028, 1180, 1091]
- deck-drugs: Επιτυχής ή καταπολέμηση.— Ως παράδειγμα αναφέρεται ή κατάσχεση μισού τόνου χασίς στόν Εβρο.—: [1193, 1306, 1593, 1365]
- subhead-locksmith: ΕΞΟΥΔΕΤΕΡΩΘΗΚΕ ΜΕ ΣΠΡΕΥ ΤΟΥ ΠΗΡΕ ΤΑ ΕΡΓΑΛΕΙΑ: [1412, 371, 1586, 398]
- subhead-other-speakers: ΟΙ ΑΛΛΟΙ ΟΜΙΛΗΤΕΣ: [616, 1033, 736, 1046]
- subhead-tobacco: ΜΕ ΚΑΘΥΣΤΈΡΗΣΗ Η ΕΠΙΔΌΤΗΣΗ ΤΩΝ ΚΑΠΝΟΠΑΡΑΓΩΓΏΝ: [248, 1477, 372, 1516]
- subhead-armed-forces: Ενόπλων Δυνάμεων: [230, 668, 353, 683]
- column-rule: [1185, 40, 1186, 2276]
- divider: [1190, 736, 1596, 737]
- funeral-photo-svg: [585, 288, 974, 675]
- section-header-publications: ΕΚΔΟΣΕΙΣ: [398, 503, 570, 533]
- column-briefs: [990, 0, 1180, 2283]
- article-assembly: Έκτακτη συνέλευση θα πραγματοποιηθεί σήμερα στις 7 μ.μ. στα γραφεία του επιμελητηρίου με θέμα την αναπτυξιακή πολιτική της περιοχής και τα προβλήματα των βιοτεχνών της Βορείου Ελλάδος.: [230, 1850, 390, 1950]
- headline-hashish: Αιφνιδιαστική έφοδος στό διαμέρισμα γνωστού χασισέμπορου: [1204, 768, 1582, 919]
- column-notices: [398, 40, 570, 2280]
